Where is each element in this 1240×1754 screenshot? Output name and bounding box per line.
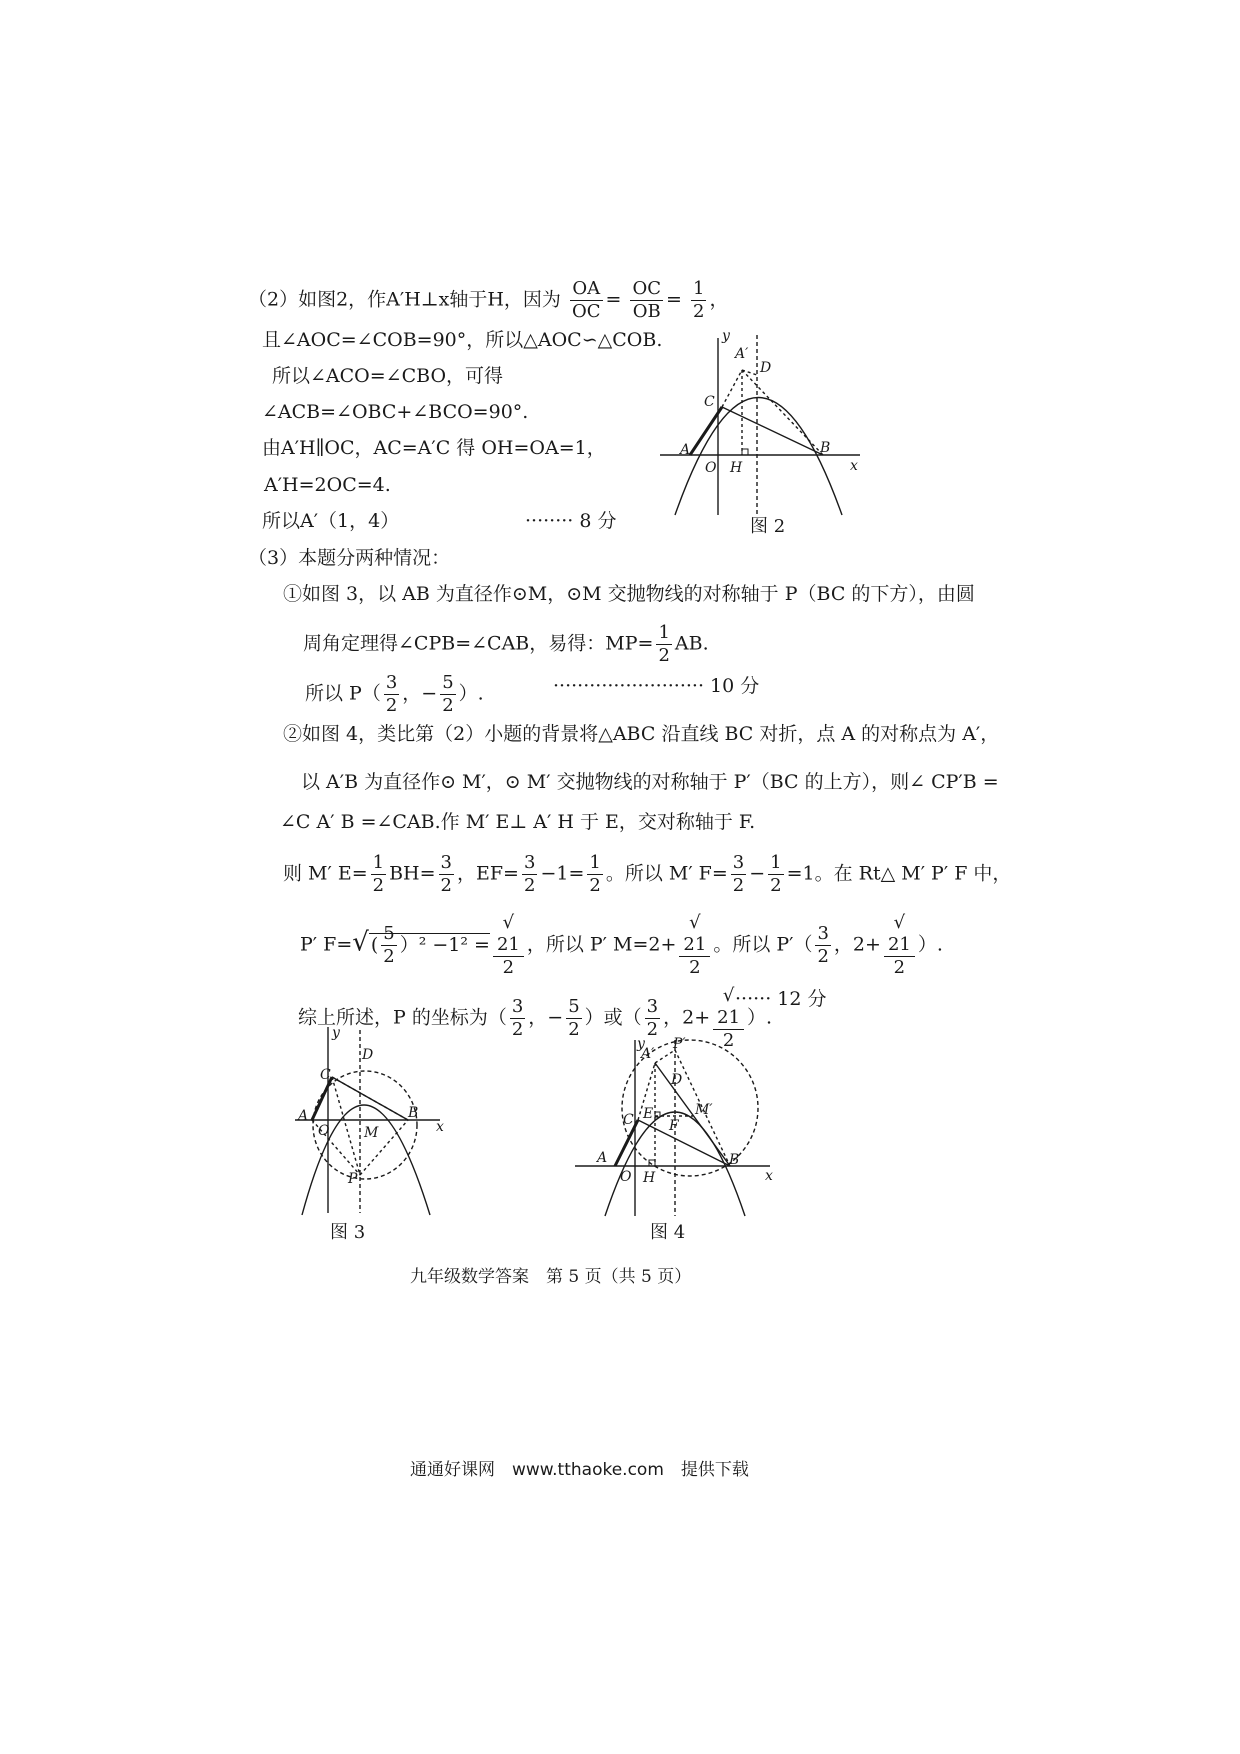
caption-figure-2: 图 2: [750, 516, 786, 537]
part2-line2: 且∠AOC=∠COB=90°，所以△AOC∽△COB.: [262, 329, 663, 351]
svg-text:D: D: [671, 1072, 683, 1088]
case2-line4: 则 M′ E= $\frac{1}{2}$ BH= $\frac{3}{2}$ ，EF= $\frac{3}{2}$ −1= $\frac{1}{2}$ 。所以 M′ F= $\frac{3}{2}$ − $\frac{1}{2}$ =1。在 Rt△ M′ P′ F 中，: [283, 852, 1012, 896]
svg-text:y: y: [332, 1025, 340, 1041]
label-h: H: [730, 460, 743, 476]
caption-figure-4: 图 4: [650, 1222, 686, 1243]
segment-ac: [690, 407, 722, 455]
segment-ac: [312, 1077, 332, 1120]
part3-title: （3）本题分两种情况：: [248, 547, 451, 569]
svg-text:O: O: [620, 1169, 632, 1185]
svg-text:P′: P′: [673, 1036, 686, 1052]
part2-line7: 所以A′（1，4）: [262, 510, 400, 532]
case2-line2: 以 A′B 为直径作⊙ M′，⊙ M′ 交抛物线的对称轴于 P′（BC 的上方），则∠ CP′B =: [301, 771, 999, 793]
svg-text:B: B: [729, 1152, 740, 1168]
case1-line3: 所以 P（ $\frac{3}{2}$ ，− $\frac{5}{2}$ ）.: [305, 672, 484, 716]
caption-figure-3: 图 3: [330, 1222, 366, 1243]
svg-text:M′: M′: [695, 1102, 713, 1118]
label-b: B: [820, 440, 831, 456]
svg-text:C: C: [623, 1112, 634, 1128]
label-c: C: [704, 394, 715, 410]
svg-text:A: A: [597, 1150, 608, 1166]
svg-text:P: P: [348, 1171, 358, 1187]
label-a-prime: A′: [735, 346, 749, 362]
case1-line2: 周角定理得∠CPB=∠CAB，易得：MP= $\frac{1}{2}$ AB.: [303, 622, 709, 666]
svg-text:D: D: [362, 1047, 374, 1063]
svg-text:B: B: [408, 1105, 419, 1121]
svg-text:C: C: [320, 1067, 331, 1083]
part2-line3: 所以∠ACO=∠CBO，可得: [272, 365, 504, 387]
score-8: ········ 8 分: [525, 510, 617, 532]
svg-text:O: O: [318, 1123, 330, 1139]
part2-line6: A′H=2OC=4.: [264, 474, 391, 496]
label-x: x: [850, 458, 858, 474]
score-12: ······ 12 分: [735, 988, 827, 1010]
fraction-one-half: $\frac{1}{2}$: [692, 278, 705, 322]
parabola: [302, 1105, 430, 1215]
case2-line5: P′ F=√ ( $\frac{5}{2}$ ）² −1² = √ 21 2 ，所以 P′ M=2+ √ 21 2 。所以 P′（ $\frac{3}{2}$ ，2+ √ 21 2 ）.: [300, 912, 943, 978]
svg-text:M: M: [364, 1125, 379, 1141]
segment-cb: [638, 1120, 730, 1166]
label-d: D: [760, 360, 772, 376]
parabola: [675, 398, 842, 516]
segment-a-prime-b: [655, 1063, 730, 1166]
svg-text:x: x: [765, 1168, 773, 1184]
case2-line1: ②如图 4，类比第（2）小题的背景将△ABC 沿直线 BC 对折，点 A 的对称点为 A′，: [283, 723, 1000, 745]
part2-line1: （2）如图2，作A′H⊥x轴于H，因为 $\frac{OA}{OC}$ = $\frac{OC}{OB}$ = $\frac{1}{2}$ ，: [248, 278, 729, 322]
part2-line4: ∠ACB=∠OBC+∠BCO=90°.: [262, 401, 529, 423]
figure-3: [290, 1025, 460, 1224]
svg-text:A′: A′: [641, 1046, 655, 1062]
figure-2: [660, 330, 870, 524]
figure-4: [575, 1038, 775, 1222]
case2-line3: ∠C A′ B =∠CAB.作 M′ E⊥ A′ H 于 E，交对称轴于 F.: [280, 811, 756, 833]
label-y: y: [722, 328, 730, 344]
svg-text:y: y: [637, 1036, 645, 1052]
summary-line: 综上所述，P 的坐标为（ $\frac{3}{2}$ ，− $\frac{5}{2}$ ）或（ $\frac{3}{2}$ ，2+ √ 21 2 ）.: [298, 985, 773, 1051]
page-footer: 九年级数学答案 第 5 页（共 5 页）: [410, 1267, 692, 1287]
svg-text:x: x: [436, 1119, 444, 1135]
svg-text:A: A: [298, 1108, 309, 1124]
score-10: ························· 10 分: [553, 675, 760, 697]
fraction-oc-ob: $\frac{OC}{OB}$: [632, 278, 662, 322]
svg-text:E: E: [643, 1106, 654, 1122]
part2-line5: 由A′H∥OC，AC=A′C 得 OH=OA=1，: [262, 437, 606, 459]
label-a: A: [680, 442, 691, 458]
fraction-oa-oc: $\frac{OA}{OC}$: [571, 278, 601, 322]
site-credit: 通通好课网 www.tthaoke.com 提供下载: [410, 1460, 749, 1480]
label-o: O: [705, 460, 717, 476]
segment-cb: [722, 407, 823, 455]
svg-text:H: H: [643, 1170, 656, 1186]
case1-line1: ①如图 3，以 AB 为直径作⊙M，⊙M 交抛物线的对称轴于 P（BC 的下方），由圆: [283, 583, 975, 605]
svg-text:F: F: [669, 1118, 679, 1134]
